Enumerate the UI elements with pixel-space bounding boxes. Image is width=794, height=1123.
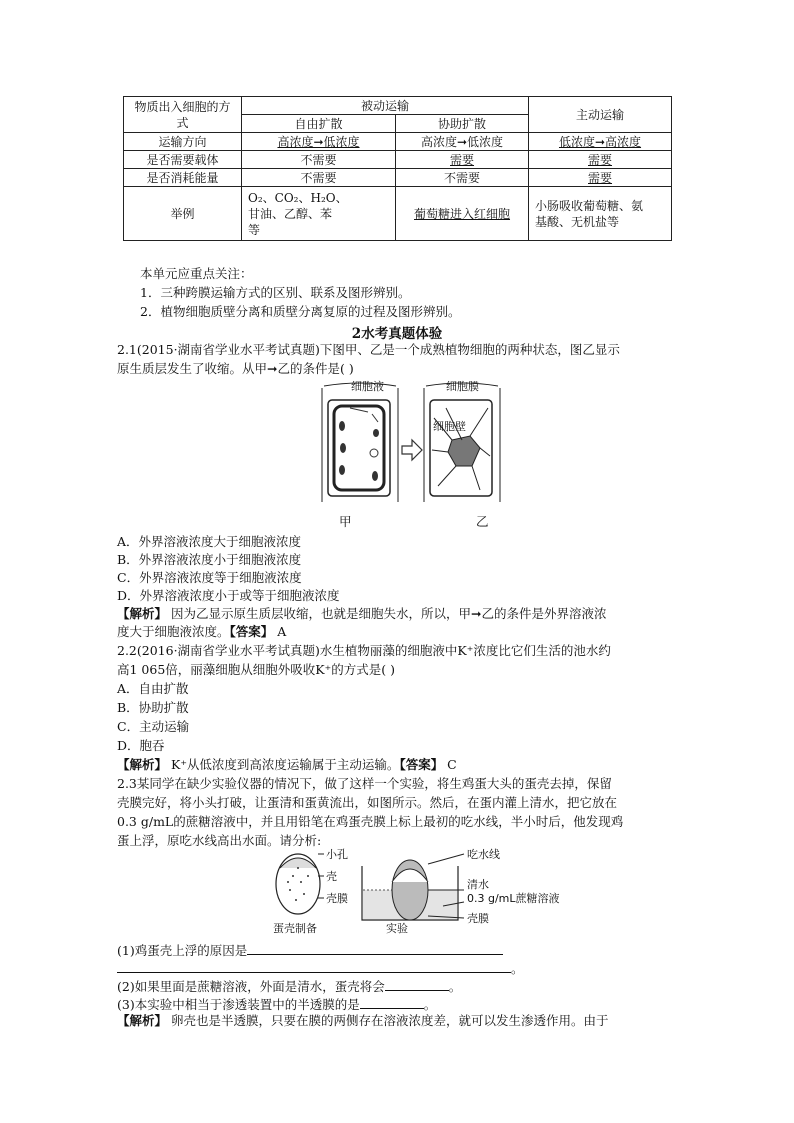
q3-analysis: 【解析】 卵壳也是半透膜，只要在膜的两侧存在溶液浓度差，就可以发生渗透作用。由于 [117, 1013, 609, 1028]
cell-active: 需要 [529, 151, 672, 169]
label-membrane: 细胞膜 [446, 380, 479, 393]
row-label: 是否需要载体 [124, 151, 242, 169]
header-passive: 被动运输 [242, 97, 529, 115]
transport-comparison-table [123, 96, 672, 241]
plant-cell-figure [320, 378, 520, 508]
cell-a-drawing [322, 383, 398, 502]
q1-stem-line2: 原生质层发生了收缩。从甲➞乙的条件是( ) [117, 361, 354, 376]
q2-option-d: D．胞吞 [117, 738, 165, 753]
q1-stem-line1: 2.1(2015·湖南省学业水平考试真题)下图甲、乙是一个成熟植物细胞的两种状态，图乙显示 [117, 342, 620, 357]
answer-blank-1[interactable] [247, 941, 503, 955]
caption-experiment: 实验 [386, 922, 408, 935]
row-label: 运输方向 [124, 133, 242, 151]
egg-shell-drawing [276, 854, 324, 914]
label-cell-a: 甲 [339, 514, 352, 529]
arrow-icon [402, 440, 422, 460]
label-clear-water: 清水 [467, 878, 489, 891]
q2-option-b: B．协助扩散 [117, 700, 189, 715]
answer-blank-1b[interactable] [117, 959, 511, 973]
q2-option-a: A．自由扩散 [117, 681, 189, 696]
cell-free: 高浓度➞低浓度 [242, 133, 396, 151]
cell-active: 需要 [529, 169, 672, 187]
header-method: 物质出入细胞的方式 [124, 97, 242, 133]
q1-analysis-line2: 度大于细胞液浓度。【答案】 A [117, 624, 287, 639]
q3-sub3: (3)本实验中相当于渗透装置中的半透膜的是 。 [117, 997, 437, 1012]
focus-item-2: 2．植物细胞质壁分离和质壁分离复原的过程及图形辨别。 [140, 304, 461, 319]
table-row [124, 133, 672, 151]
q3-stem-line1: 2.3某同学在缺少实验仪器的情况下，做了这样一个实验，将生鸡蛋大头的蛋壳去掉，保留 [117, 776, 612, 791]
label-vacuole: 细胞液 [351, 380, 384, 393]
cell-free: 不需要 [242, 169, 396, 187]
cell-facilitated: 高浓度➞低浓度 [396, 133, 529, 151]
label-waterline: 吃水线 [467, 848, 500, 861]
label-sucrose: 0.3 g/mL蔗糖溶液 [467, 892, 560, 905]
label-cell-b: 乙 [476, 514, 489, 529]
section-title: 2水考真题体验 [351, 326, 443, 342]
beaker-drawing [362, 854, 464, 920]
cell-active-example: 小肠吸收葡萄糖、氨 基酸、无机盐等 [529, 187, 672, 241]
row-label: 举例 [124, 187, 242, 241]
q3-stem-line2: 壳膜完好，将小头打破，让蛋清和蛋黄流出，如图所示。然后，在蛋内灌上清水，把它放在 [117, 795, 618, 810]
cell-facilitated: 需要 [396, 151, 529, 169]
cell-facilitated: 不需要 [396, 169, 529, 187]
cell-facilitated-example: 葡萄糖进入红细胞 [396, 187, 529, 241]
q3-sub1-cont: 。 [117, 959, 524, 977]
label-hole: 小孔 [326, 848, 348, 861]
q1-option-d: D．外界溶液浓度小于或等于细胞液浓度 [117, 588, 340, 603]
q1-option-a: A．外界溶液浓度大于细胞液浓度 [117, 534, 302, 549]
cell-b-drawing [424, 383, 500, 502]
q3-stem-line4: 蛋上浮，原吃水线高出水面。请分析: [117, 833, 322, 848]
q1-analysis-line1: 【解析】 因为乙显示原生质层收缩，也就是细胞失水，所以，甲➞乙的条件是外界溶液浓 [117, 606, 607, 621]
table-row [124, 187, 672, 241]
q1-option-c: C．外界溶液浓度等于细胞液浓度 [117, 570, 302, 585]
q2-option-c: C．主动运输 [117, 719, 190, 734]
header-active: 主动运输 [529, 97, 672, 133]
header-free-diffusion: 自由扩散 [242, 115, 396, 133]
cell-free: 不需要 [242, 151, 396, 169]
cell-free-example: O₂、CO₂、H₂O、 甘油、乙醇、苯 等 [242, 187, 396, 241]
answer-blank-2[interactable] [385, 977, 449, 991]
q3-sub2: (2)如果里面是蔗糖溶液，外面是清水，蛋壳将会 。 [117, 979, 462, 994]
q2-analysis: 【解析】 K⁺从低浓度到高浓度运输属于主动运输。【答案】 C [117, 757, 457, 772]
table-row [124, 151, 672, 169]
q1-option-b: B．外界溶液浓度小于细胞液浓度 [117, 552, 302, 567]
label-shell-membrane: 壳膜 [326, 892, 348, 905]
row-label: 是否消耗能量 [124, 169, 242, 187]
label-wall: 细胞壁 [433, 420, 466, 433]
q3-stem-line3: 0.3 g/mL的蔗糖溶液中，并且用铅笔在鸡蛋壳膜上标上最初的吃水线，半小时后，他发现鸡 [117, 814, 624, 829]
label-shell: 壳 [326, 870, 337, 883]
q3-sub1: (1)鸡蛋壳上浮的原因是 [117, 941, 503, 959]
cell-active: 低浓度➞高浓度 [529, 133, 672, 151]
label-shell-membrane-2: 壳膜 [467, 912, 489, 925]
answer-blank-3[interactable] [360, 995, 424, 1009]
focus-intro: 本单元应重点关注： [140, 266, 253, 281]
q2-stem-line1: 2.2(2016·湖南省学业水平考试真题)水生植物丽藻的细胞液中K⁺浓度比它们生活的池水约 [117, 643, 611, 658]
focus-item-1: 1．三种跨膜运输方式的区别、联系及图形辨别。 [140, 285, 411, 300]
q2-stem-line2: 高1 065倍，丽藻细胞从细胞外吸收K⁺的方式是( ) [117, 662, 395, 677]
table-row [124, 169, 672, 187]
caption-shell-prep: 蛋壳制备 [273, 922, 317, 935]
header-facilitated-diffusion: 协助扩散 [396, 115, 529, 133]
